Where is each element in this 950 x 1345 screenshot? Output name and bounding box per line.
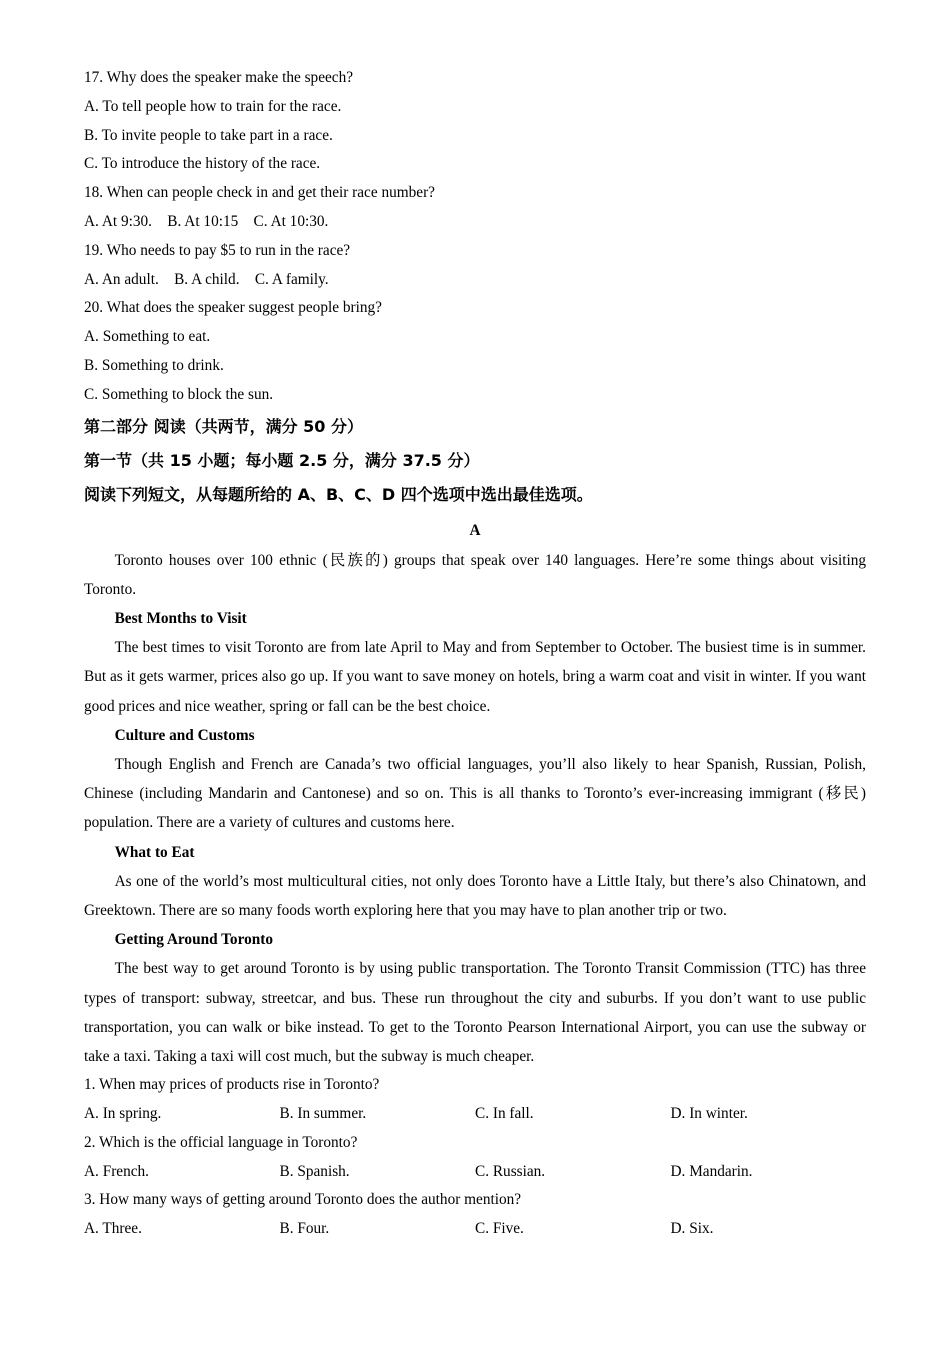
passage-body: The best way to get around Toronto is by using public transportation. The Toronto Transit Commission (TTC) has three types of transport: subway, streetcar, and bus. These run throughout the city and suburbs. If you don’t want to use public transportation, you can walk or bike instead. To get to the Toronto Pearson International Airport, you can use the subway or take a taxi. Taking a taxi will cost much, but the subway is much cheaper. [84,960,866,1066]
question-option: A. To tell people how to train for the race. [84,97,342,115]
question-option: C. Something to block the sun. [84,385,274,403]
question-option-a: A. In spring. [84,1105,162,1123]
question-options-row [84,1100,866,1129]
question-option-b: B. Four. [279,1220,330,1238]
question-stem: 19. Who needs to pay $5 to run in the race? [84,241,351,259]
question-option-b: B. In summer. [279,1105,367,1123]
passage-intro: Toronto houses over 100 ethnic (民族的) groups that speak over 140 languages. Here’re some things about visiting Toronto. [84,551,866,598]
passage-heading: What to Eat [114,843,195,861]
question-option-c: C. Five. [475,1220,524,1238]
question-stem: 17. Why does the speaker make the speech? [84,69,354,86]
question-stem: 3. How many ways of getting around Toronto does the author mention? [84,1191,522,1209]
reading-questions-block [84,1071,866,1244]
question-option: A. At 9:30. B. At 10:15 C. At 10:30. [84,212,329,230]
question-option: B. Something to drink. [84,356,224,374]
question-option: B. To invite people to take part in a race. [84,126,333,144]
question-options-row [84,1215,866,1244]
passage-body: Though English and French are Canada’s two official languages, you’ll also likely to hear Spanish, Russian, Polish, Chinese (including Mandarin and Cantonese) and so on. This is all thanks to Toronto’s ever-increasing immigrant (移民) population. There are a variety of cultures and customs here. [84,755,866,832]
question-option-a: A. French. [84,1162,149,1180]
question-option-c: C. Russian. [475,1162,546,1180]
passage-body: As one of the world’s most multicultural cities, not only does Toronto have a Little Italy, but there’s also Chinatown, and Greektown. There are so many foods worth exploring here that you may have to plan another trip or two. [84,872,866,919]
part-two-title: 第二部分 阅读（共两节，满分 50 分） [84,416,363,436]
question-stem: 2. Which is the official language in Toronto? [84,1133,358,1151]
question-option: A. Something to eat. [84,328,211,346]
passage-heading: Best Months to Visit [114,609,247,627]
question-option-b: B. Spanish. [279,1162,350,1180]
section-one-title: 第一节（共 15 小题；每小题 2.5 分，满分 37.5 分） [84,450,480,470]
question-options-row [84,1158,866,1187]
listening-questions-block [84,64,866,410]
question-option: A. An adult. B. A child. C. A family. [84,270,329,288]
reading-instruction: 阅读下列短文，从每题所给的 A、B、C、D 四个选项中选出最佳选项。 [84,484,593,504]
question-option-c: C. In fall. [475,1105,534,1123]
question-option-d: D. In winter. [670,1105,748,1123]
passage-body: The best times to visit Toronto are from late April to May and from September to October. The busiest time is in summer. But as it gets warmer, prices also go up. If you want to save money on hotels, bring a warm coat and visit in winter. If you want good prices and nice weather, spring or fall can be the best choice. [84,639,866,715]
passage-heading: Getting Around Toronto [114,931,273,949]
question-option-a: A. Three. [84,1220,142,1238]
question-stem: 20. What does the speaker suggest people bring? [84,299,382,317]
question-option: C. To introduce the history of the race. [84,155,321,173]
passage-heading: Culture and Customs [114,726,255,744]
question-option-d: D. Six. [670,1220,714,1238]
question-stem: 1. When may prices of products rise in Toronto? [84,1076,380,1094]
question-stem: 18. When can people check in and get their race number? [84,184,435,202]
passage-letter: A [469,521,481,539]
question-option-d: D. Mandarin. [670,1162,753,1180]
